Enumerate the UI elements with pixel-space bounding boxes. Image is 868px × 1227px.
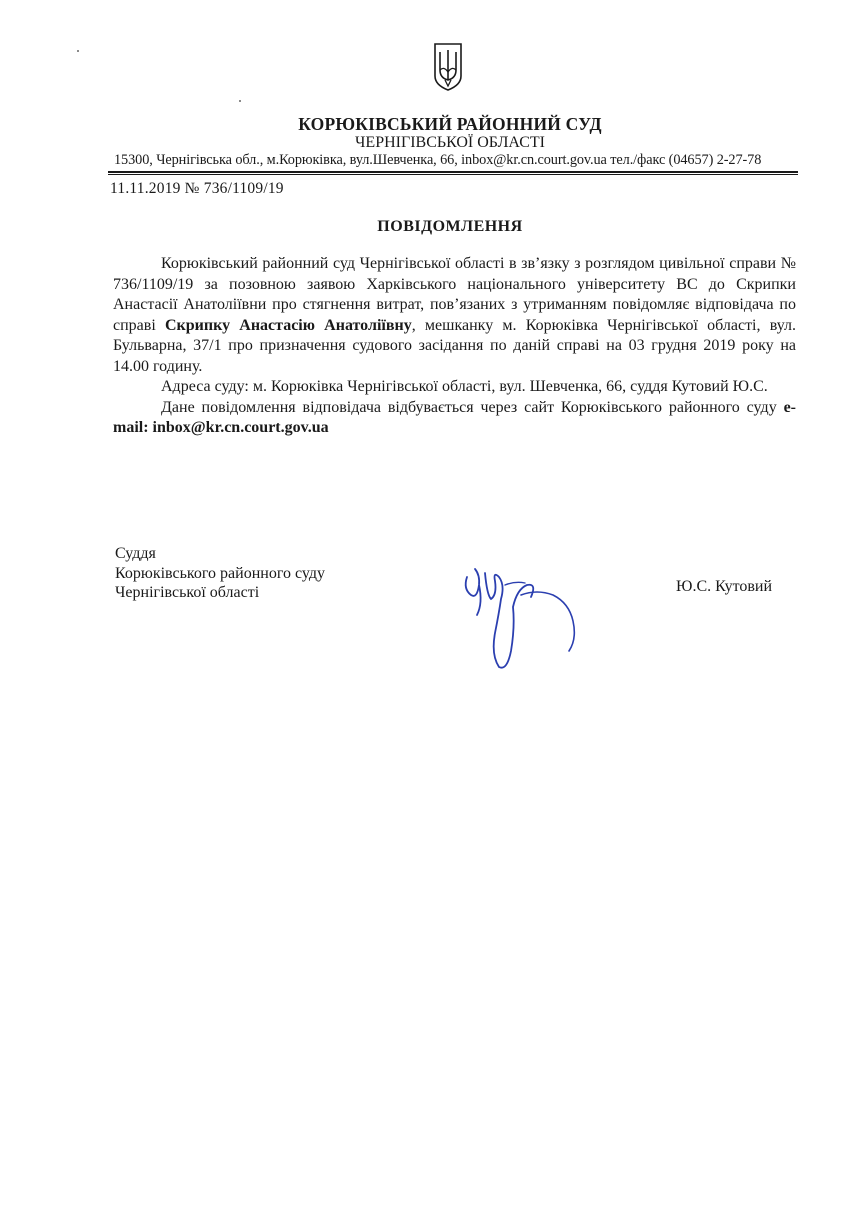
document-reference: 11.11.2019 № 736/1109/19 (110, 180, 284, 197)
court-contacts: 15300, Чернігівська обл., м.Корюківка, вул.Шевченка, 66, inbox@kr.cn.court.gov.ua тел./факс (04657) 2-27-78 (114, 152, 762, 168)
paragraph-text: Дане повідомлення відповідача відбувається через сайт Корюківського районного суду (161, 398, 784, 416)
judge-signature-block (115, 544, 325, 603)
defendant-name: Скрипку Анастасію Анатоліївну (164, 316, 412, 334)
header-divider (108, 171, 798, 173)
notice-paragraph-2: Адреса суду: м. Корюківка Чернігівської області, вул. Шевченка, 66, суддя Кутовий Ю.С. (161, 378, 768, 395)
scan-speck (239, 100, 241, 102)
judge-court: Корюківського районного суду (115, 564, 326, 582)
header-divider-thin (108, 174, 798, 175)
judge-name: Ю.С. Кутовий (676, 578, 773, 595)
notice-paragraph-1 (113, 254, 796, 377)
judge-region: Чернігівської області (115, 584, 260, 601)
paragraph-text: , мешканку м. Корюківка Чернігівської області, вул. Бульварна, 37/1 про призначення судового засідання по даній справі на 03 грудня 2019 року на 14.00 годину. (113, 316, 796, 375)
judge-title: Суддя (115, 545, 156, 562)
paragraph-text: Корюківський районний суд Чернігівської області в зв’язку з розглядом цивільної справи № 736/1109/19 за позовною заявою Харківського національного університету ВС до Скрипки Анастасії Анатоліївни про стягнення витрат, пов’язаних з утриманням повідомляє відповідача по справі (113, 255, 796, 334)
scan-speck (77, 50, 79, 52)
trident-coat-of-arms-icon (433, 42, 463, 92)
notice-paragraph-3 (113, 398, 796, 439)
handwritten-signature-icon (455, 555, 580, 675)
court-name: КОРЮКІВСЬКИЙ РАЙОННИЙ СУД (298, 114, 602, 134)
court-email: e-mail: inbox@kr.cn.court.gov.ua (113, 398, 796, 436)
notice-body (113, 254, 796, 439)
court-region: ЧЕРНІГІВСЬКОЇ ОБЛАСТІ (355, 134, 545, 151)
document-title: ПОВІДОМЛЕННЯ (377, 218, 523, 235)
